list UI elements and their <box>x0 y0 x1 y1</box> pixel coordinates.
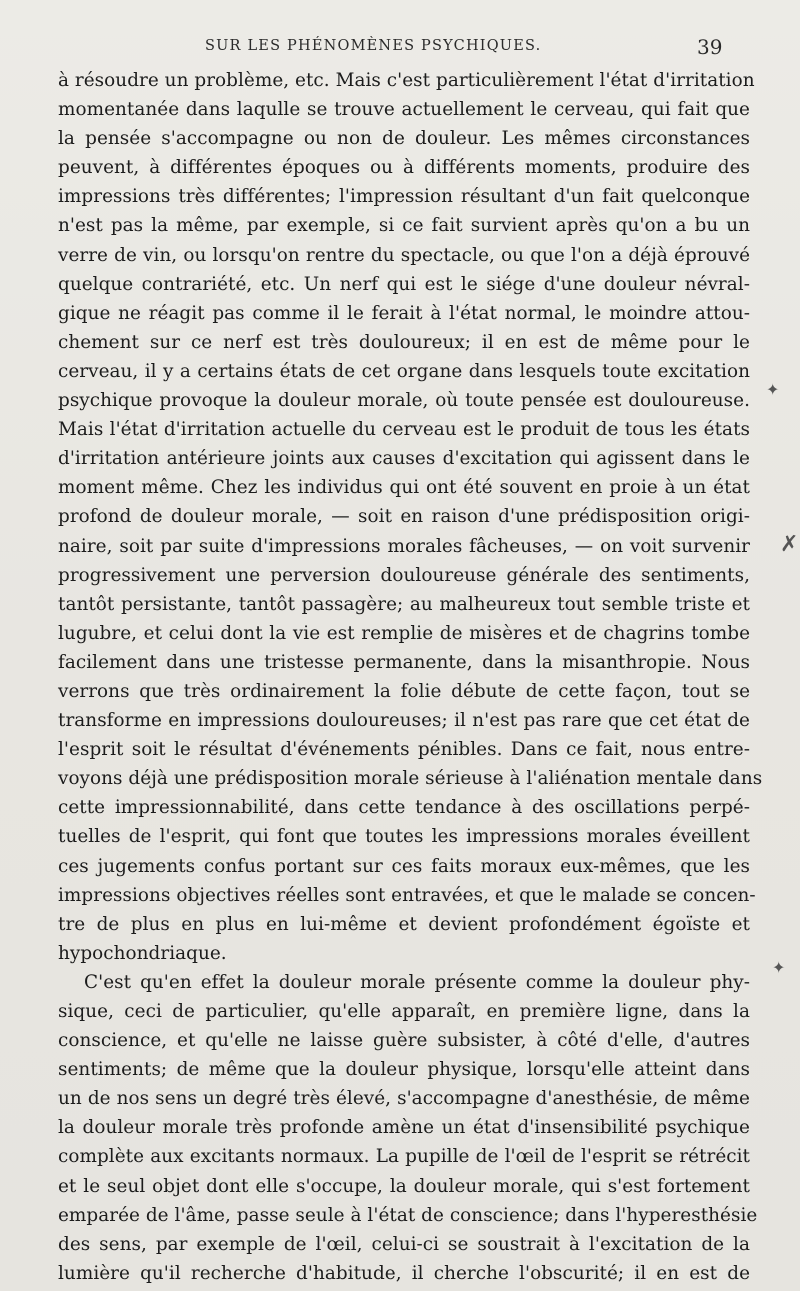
text-line: C'est qu'en effet la douleur morale présente comme la douleur phy- <box>84 971 750 993</box>
text-line: peuvent, à différentes époques ou à différents moments, produire des <box>58 157 750 179</box>
text-line: n'est pas la même, par exemple, si ce fait survient après qu'on a bu un <box>58 215 750 237</box>
text-line: tantôt persistante, tantôt passagère; au malheureux tout semble triste et <box>58 593 750 615</box>
text-line: verre de vin, ou lorsqu'on rentre du spectacle, ou que l'on a déjà éprouvé <box>58 244 750 266</box>
text-line: impressions très différentes; l'impression résultant d'un fait quelconque <box>58 186 750 208</box>
text-line: d'irritation antérieure joints aux causes d'excitation qui agissent dans le <box>58 448 750 470</box>
text-line: facilement dans une tristesse permanente, dans la misanthropie. Nous <box>58 651 750 673</box>
text-line: naire, soit par suite d'impressions morales fâcheuses, — on voit survenir <box>58 535 750 557</box>
text-line: emparée de l'âme, passe seule à l'état de conscience; dans l'hyperesthésie <box>58 1204 758 1226</box>
text-line: tuelles de l'esprit, qui font que toutes les impressions morales éveillent <box>58 826 750 848</box>
text-line: conscience, et qu'elle ne laisse guère subsister, à côté d'elle, d'autres <box>58 1030 750 1052</box>
text-line: complète aux excitants normaux. La pupille de l'œil de l'esprit se rétrécit <box>58 1146 750 1168</box>
text-line: lugubre, et celui dont la vie est remplie de misères et de chagrins tombe <box>58 622 750 644</box>
text-line: momentanée dans laqulle se trouve actuellement le cerveau, qui fait que <box>58 99 750 121</box>
margin-pencil-mark: ✗ <box>780 532 799 557</box>
text-line: gique ne réagit pas comme il le ferait à l'état normal, le moindre attou- <box>58 302 750 324</box>
text-line: l'esprit soit le résultat d'événements pénibles. Dans ce fait, nous entre- <box>58 739 750 761</box>
text-line: cerveau, il y a certains états de cet organe dans lesquels toute excitation <box>58 360 750 382</box>
text-line: à résoudre un problème, etc. Mais c'est particulièrement l'état d'irritation <box>58 70 755 91</box>
text-line: quelque contrariété, etc. Un nerf qui est le siége d'une douleur névral- <box>58 273 750 295</box>
text-line: moment même. Chez les individus qui ont été souvent en proie à un état <box>58 477 750 499</box>
text-line: et le seul objet dont elle s'occupe, la douleur morale, qui s'est fortement <box>58 1175 750 1197</box>
text-line: ces jugements confus portant sur ces faits moraux eux-mêmes, que les <box>58 855 750 877</box>
text-line: tre de plus en plus en lui-même et devient profondément égoïste et <box>58 913 750 935</box>
text-line: verrons que très ordinairement la folie débute de cette façon, tout se <box>58 680 750 702</box>
text-line: profond de douleur morale, — soit en raison d'une prédisposition origi- <box>58 506 750 528</box>
text-line: la pensée s'accompagne ou non de douleur. Les mêmes circonstances <box>58 128 750 150</box>
text-line: progressivement une perversion douloureuse générale des sentiments, <box>58 564 750 586</box>
text-line: cette impressionnabilité, dans cette tendance à des oscillations perpé- <box>58 797 750 819</box>
text-line: chement sur ce nerf est très douloureux; il en est de même pour le <box>58 331 750 353</box>
body-text <box>58 66 763 1288</box>
text-line: sique, ceci de particulier, qu'elle apparaît, en première ligne, dans la <box>58 1001 750 1022</box>
page-header <box>0 35 800 62</box>
margin-mark: ✦ <box>772 958 786 977</box>
text-line: impressions objectives réelles sont entravées, et que le malade se concen- <box>58 884 756 906</box>
text-line: voyons déjà une prédisposition morale sérieuse à l'aliénation mentale dans <box>58 768 763 790</box>
text-line: sentiments; de même que la douleur physique, lorsqu'elle atteint dans <box>58 1059 750 1081</box>
text-line: lumière qu'il recherche d'habitude, il cherche l'obscurité; il en est de <box>58 1262 750 1284</box>
text-line: la douleur morale très profonde amène un état d'insensibilité psychique <box>58 1117 750 1139</box>
text-line: hypochondriaque. <box>58 942 227 964</box>
page-number: 39 <box>697 35 723 59</box>
text-line: un de nos sens un degré très élevé, s'accompagne d'anesthésie, de même <box>58 1088 750 1110</box>
margin-mark: ✦ <box>766 380 780 399</box>
text-line: Mais l'état d'irritation actuelle du cerveau est le produit de tous les états <box>58 419 750 441</box>
text-line: psychique provoque la douleur morale, où toute pensée est douloureuse. <box>58 390 750 412</box>
running-title: SUR LES PHÉNOMÈNES PSYCHIQUES. <box>205 38 542 54</box>
text-line: des sens, par exemple de l'œil, celui-ci se soustrait à l'excitation de la <box>58 1233 750 1255</box>
text-line: transforme en impressions douloureuses; il n'est pas rare que cet état de <box>58 710 750 732</box>
